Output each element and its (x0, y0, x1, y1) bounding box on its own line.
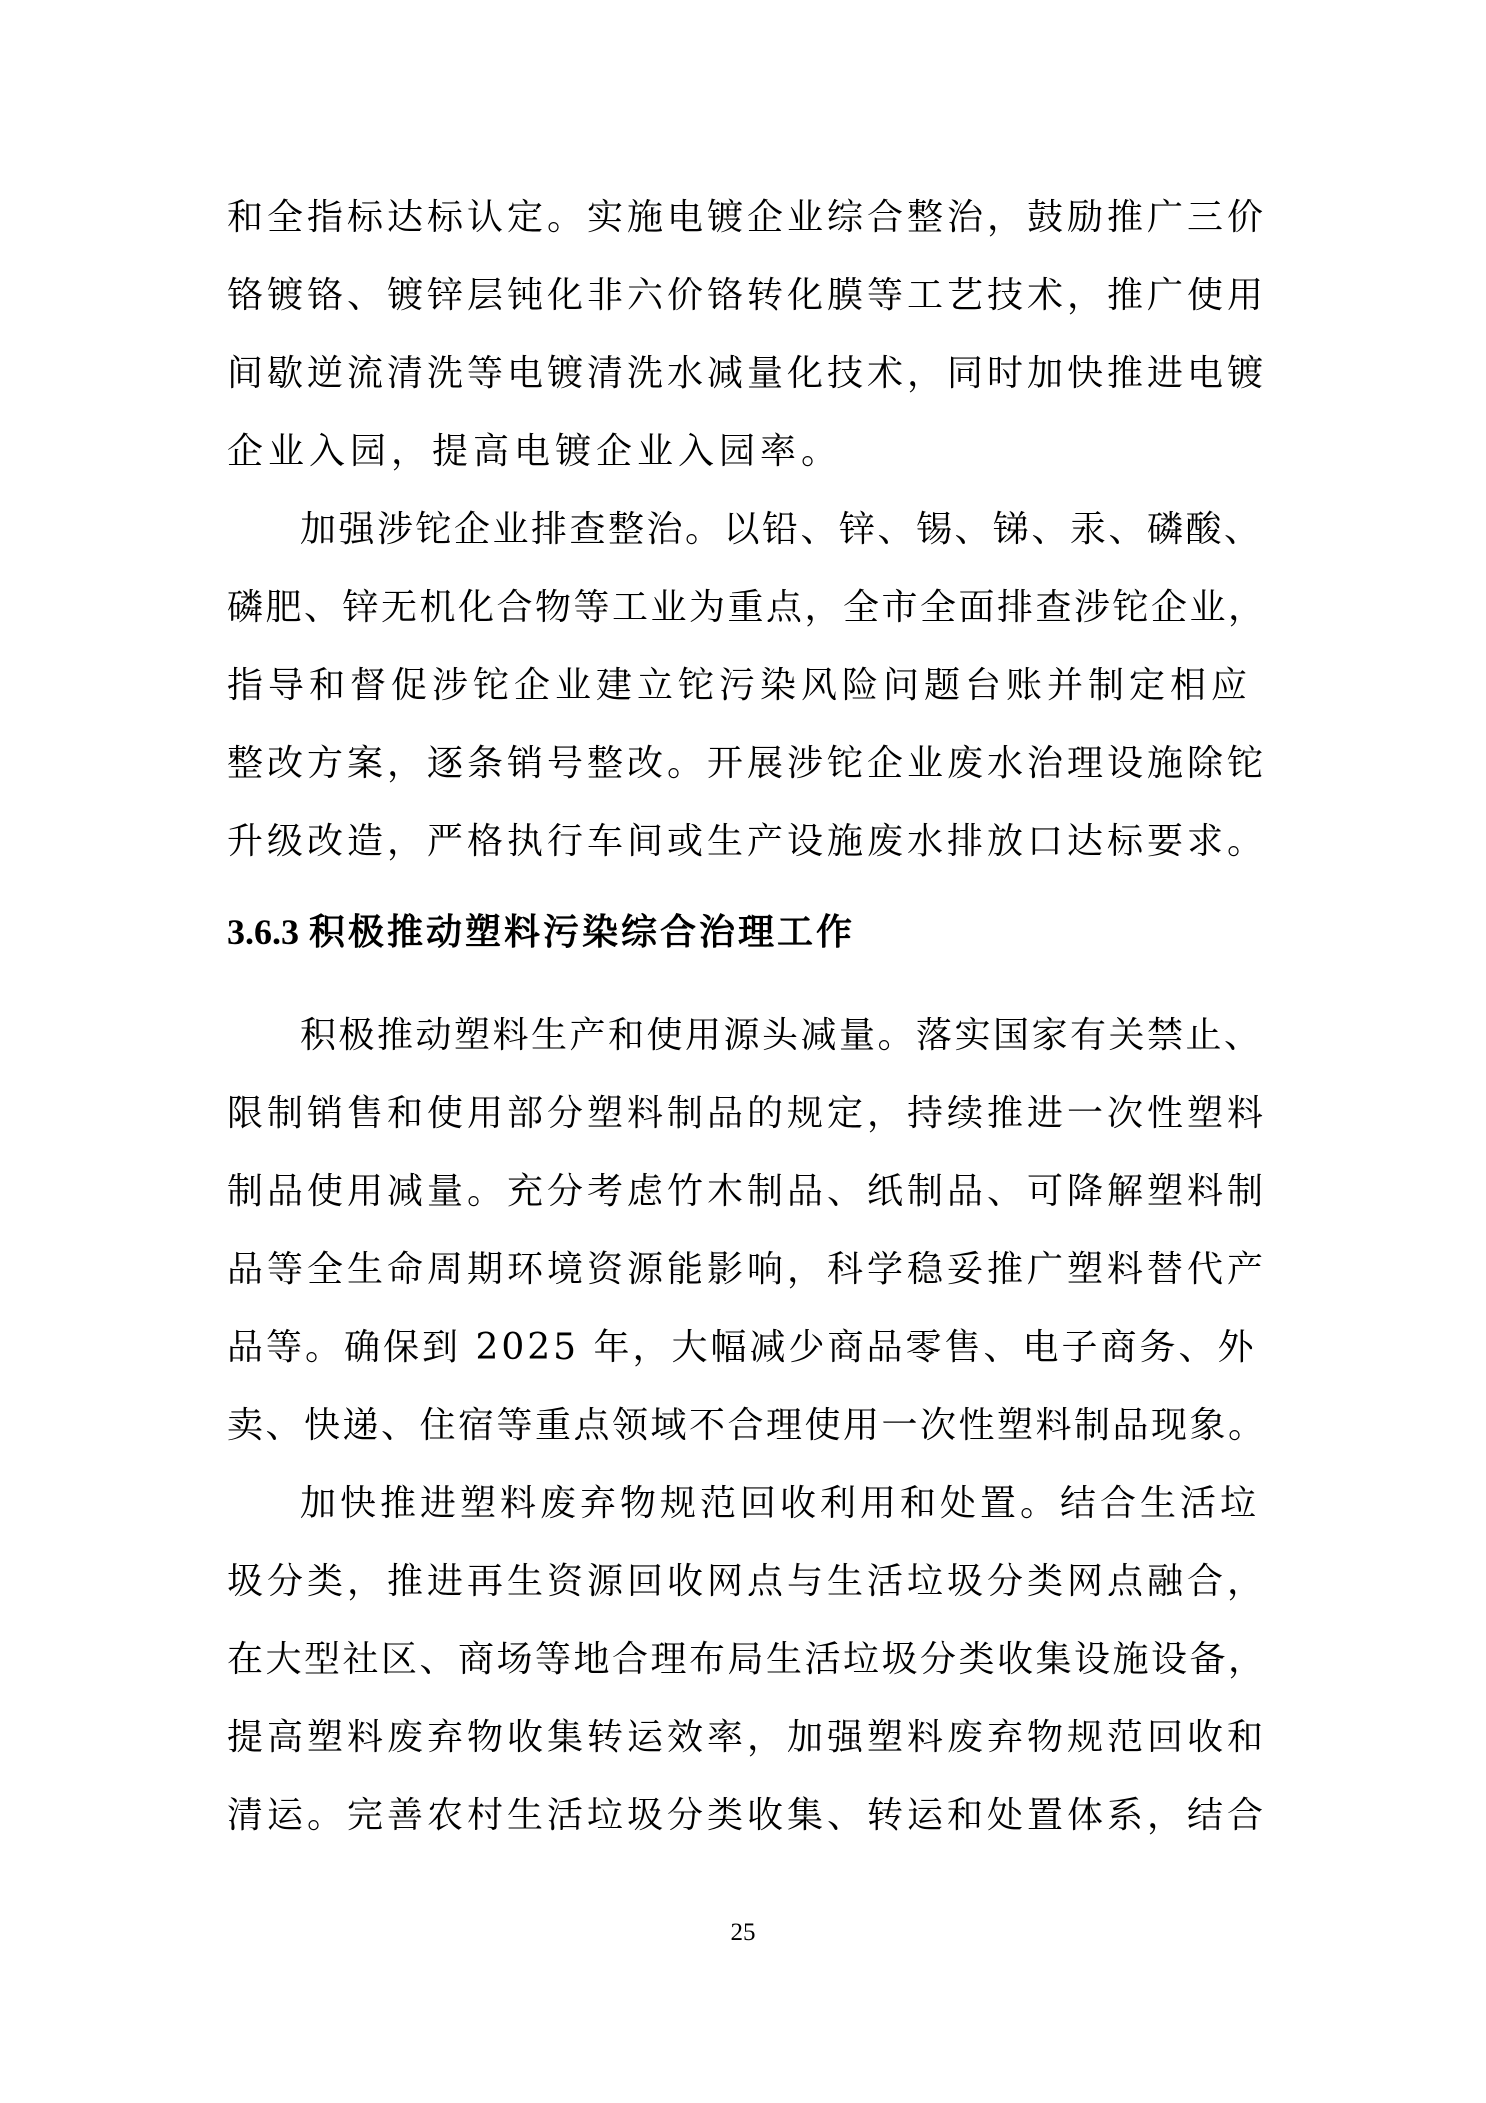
paragraph-line: 卖、快递、住宿等重点领域不合理使用一次性塑料制品现象。 (227, 1405, 1267, 1446)
section-heading (227, 907, 855, 957)
paragraph-line: 品等全生命周期环境资源能影响，科学稳妥推广塑料替代产 (227, 1249, 1268, 1290)
paragraph-line: 积极推动塑料生产和使用源头减量。落实国家有关禁止、 (300, 1015, 1263, 1056)
paragraph-line: 整改方案，逐条销号整改。开展涉铊企业废水治理设施除铊 (227, 743, 1268, 784)
page-number: 25 (730, 1919, 756, 1946)
paragraph-line: 限制销售和使用部分塑料制品的规定，持续推进一次性塑料 (227, 1093, 1268, 1134)
paragraph-line: 指导和督促涉铊企业建立铊污染风险问题台账并制定相应 (227, 665, 1253, 706)
paragraph-line: 在大型社区、商场等地合理布局生活垃圾分类收集设施设备， (227, 1639, 1267, 1680)
paragraph-line: 和全指标达标认定。实施电镀企业综合整治，鼓励推广三价 (227, 197, 1268, 238)
paragraph-line: 品等。确保到 2025 年，大幅减少商品零售、电子商务、外 (227, 1327, 1257, 1368)
paragraph-line: 清运。完善农村生活垃圾分类收集、转运和处置体系，结合 (227, 1795, 1268, 1836)
paragraph-line: 升级改造，严格执行车间或生产设施废水排放口达标要求。 (227, 821, 1268, 862)
paragraph-line: 加强涉铊企业排查整治。以铅、锌、锡、锑、汞、磷酸、 (300, 509, 1263, 550)
paragraph-line: 磷肥、锌无机化合物等工业为重点，全市全面排查涉铊企业， (227, 587, 1267, 628)
paragraph-line: 加快推进塑料废弃物规范回收利用和处置。结合生活垃 (300, 1483, 1261, 1524)
paragraph-line: 企业入园，提高电镀企业入园率。 (227, 431, 843, 472)
paragraph-line: 间歇逆流清洗等电镀清洗水减量化技术，同时加快推进电镀 (227, 353, 1268, 394)
paragraph-line: 制品使用减量。充分考虑竹木制品、纸制品、可降解塑料制 (227, 1171, 1268, 1212)
section-title: 积极推动塑料污染综合治理工作 (309, 911, 856, 953)
paragraph-line: 铬镀铬、镀锌层钝化非六价铬转化膜等工艺技术，推广使用 (227, 275, 1268, 316)
section-number: 3.6.3 (227, 912, 299, 952)
paragraph-line: 提高塑料废弃物收集转运效率，加强塑料废弃物规范回收和 (227, 1717, 1268, 1758)
paragraph-line: 圾分类，推进再生资源回收网点与生活垃圾分类网点融合， (227, 1561, 1268, 1602)
